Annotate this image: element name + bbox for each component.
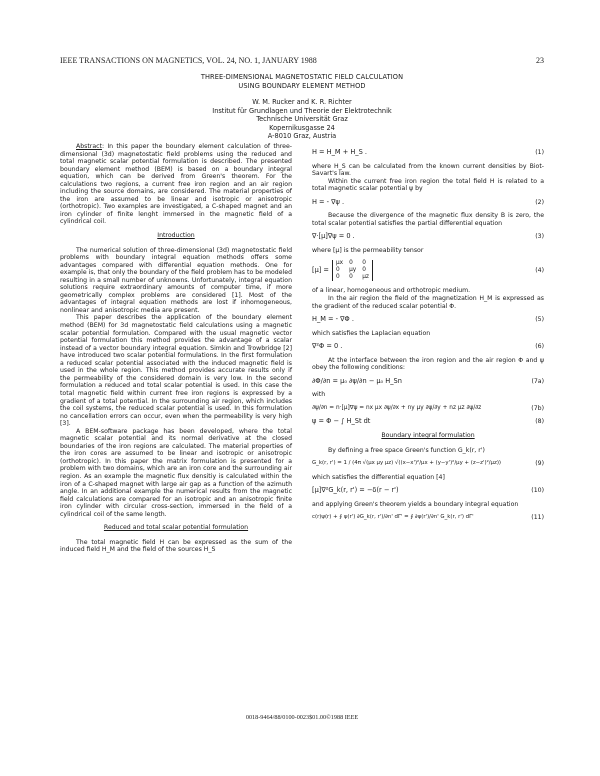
text-biot-savart: where H_S can be calculated from the known current densities by Biot-Savart's law. — [312, 162, 544, 178]
equation-4: [μ] = μx 0 0 0 μy 0 0 0 μz (4) — [312, 260, 544, 281]
intro-paragraph-2: This paper describes the application of the boundary element method (BEM) for 3d magnetostatic field calculations using a magnetic scalar potential formulation. Compared with the usual magnetic vector potential formulation this method provides the advantage of a scalar instead of a vector boundary integral equation. Simkin and Trowbridge [2] have introduced two scalar potential formulations. In the first formulation a reduced scalar potential associated with the induced magnetic field is used in the whole region. This method provides accurate results only if the permeability of the considered domain is very low. In the second formulation a reduced and total scalar potential is used. In this case the total magnetic field within current free iron regions is expressed by a gradient of a total potential. In the surrounding air region, which includes the coil systems, the reduced scalar potential is used. In this formulation no cancellation errors can occur, even when the permeability is very high [3]. — [60, 314, 292, 428]
section-heading-boundary-integral: Boundary integral formulation — [381, 432, 475, 440]
text-air-region: In the air region the field of the magnetization H_M is expressed as the gradient of the reduced scalar potential Φ. — [312, 295, 544, 310]
title-line-1: THREE-DIMENSIONAL MAGNETOSTATIC FIELD CALCULATION — [200, 73, 404, 81]
text-interface-conditions: At the interface between the iron region and the air region Φ and ψ obey the following conditions: — [312, 356, 544, 372]
matrix-table: μx 0 0 0 μy 0 0 0 μz — [332, 260, 373, 281]
paper-title — [60, 73, 544, 90]
section-heading-potential-formulation: Reduced and total scalar potential formulation — [103, 524, 249, 532]
intro-paragraph-3: A BEM-software package has been developed, where the total magnetic scalar potential and its normal derivative at the closed boundaries of the iron regions are calculated. The material properties of the iron cores are assumed to be linear and isotropic or anisotropic (orthotropic). In this paper the matrix formulation is presented for a problem with two domains, which are an iron core and the surrounding air region. As an example the magnetic flux densitiy is calculated within the iron of a C-shaped magnet with large air gap as a function of the azimuth angle. In an additional example the numerical results from the magnetic field calculations are compared for an isotropic and an anisotropic finite iron cylinder with circular cross-section, immersed in the field of a cylindrical coil of the same length. — [60, 427, 292, 518]
equation-5: H_M = - ∇Φ . (5) — [312, 315, 544, 324]
abstract-text: : In this paper the boundary element calculation of three-dimensional (3d) magnetostatic field problems using the reduced and total magnetic scalar potential formulation is described. The presented boundary element method (BEM) is based on a boundary integral equation, which can be derived from Green's theorem. For the calculations two regions, a current free iron region and an air region including the source domains, are considered. The material properties of the iron are assumed to be linear and isotropic or anisotropic (orthotropic). Two examples are investigated, a C-shaped magnet and an iron cylinder of finite lenght immersed in the magnetic field of a cylindrical coil. — [60, 143, 292, 226]
text-with: with — [312, 391, 326, 399]
author-names: W. M. Rucker and K. R. Richter — [252, 98, 352, 106]
abstract-paragraph — [60, 143, 292, 226]
equation-1: H = H_M + H_S . (1) — [312, 148, 544, 156]
journal-name: IEEE TRANSACTIONS ON MAGNETICS, VOL. 24, NO. 1, JANUARY 1988 — [60, 56, 317, 65]
right-column — [312, 143, 544, 528]
affiliation-street: Kopernikusgasse 24 — [269, 123, 335, 132]
text-divergence: Because the divergence of the magnetic flux density B is zero, the total scalar potential satisfies the partial differential equation — [312, 212, 544, 227]
text-greens-function: By defining a free space Green's function G_k(r, r') — [328, 446, 485, 454]
equation-3: ∇·[μ]∇ψ = 0 . (3) — [312, 232, 544, 241]
copyright-footer: 0018-9464/88/0100-0023$01.00©1988 IEEE — [245, 714, 359, 721]
equation-2: H = - ∇ψ . (2) — [312, 197, 544, 206]
equation-6: ∇²Φ = 0 . (6) — [312, 342, 544, 351]
left-column — [60, 143, 292, 554]
section-heading-introduction: Introduction — [157, 232, 195, 240]
equation-7b: ∂ψ/∂n = n·[μ]∇ψ = nx μx ∂ψ/∂x + ny μy ∂ψ/∂y + nz μz ∂ψ/∂z (7b) — [312, 404, 544, 412]
abstract-label: Abstract — [76, 143, 102, 150]
equation-7a: ∂Φ/∂n = μ₀ ∂ψ/∂n − μ₀ H_Sn (7a) — [312, 376, 544, 385]
affiliation-institute: Institut für Grundlagen und Theorie der Elektrotechnik — [212, 106, 392, 115]
equation-9: G_k(r, r') = 1 / (4π √(μx μy μz) √((x−x')²/μx + (y−y')²/μy + (z−z')²/μz)) (9) — [312, 460, 544, 468]
text-differential-equation: which satisfies the differential equation [4] — [312, 473, 445, 481]
text-orthotropic: of a linear, homogeneous and orthotropic medium. — [312, 287, 471, 295]
equation-8: ψ = Φ − ∫ H_St dt (8) — [312, 417, 544, 426]
page-number: 23 — [536, 56, 544, 65]
formulation-paragraph: The total magnetic field H can be expressed as the sum of the induced field H_M and the field of the sources H_S — [60, 538, 292, 554]
affiliation-university: Technische Universität Graz — [256, 115, 348, 124]
title-line-2: USING BOUNDARY ELEMENT METHOD — [238, 81, 366, 90]
text-permeability-tensor: where [μ] is the permeability tensor — [312, 246, 424, 254]
text-greens-theorem: and applying Green's theorem yields a boundary integral equation — [312, 500, 519, 508]
text-total-potential: Within the current free iron region the total field H is related to a total magnetic scalar potential ψ by — [312, 177, 544, 193]
equation-11: c(r)ψ(r) + ∮ ψ(r') ∂G_k(r, r')/∂n' dΓ' = ∮ ∂ψ(r')/∂n' G_k(r, r') dΓ' (11) — [312, 514, 544, 522]
text-laplacian: which satisfies the Laplacian equation — [312, 329, 431, 337]
affiliation-city: A-8010 Graz, Austria — [267, 132, 337, 141]
permeability-matrix: [μ] = μx 0 0 0 μy 0 0 0 μz — [312, 260, 373, 281]
equation-10: [μ]∇²G_k(r, r') = −δ(r − r') (10) — [312, 486, 544, 495]
author-block — [60, 98, 544, 141]
running-header — [60, 56, 544, 65]
intro-paragraph-1: The numerical solution of three-dimensional (3d) magnetostatic field problems with boundary integral equation methods offers some advantages compared with differential equation methods. One for example is, that only the boundary of the field problem has to be modeled resulting in a small number of unknowns. Unfortunately, integral equation solutions require extraordinary amounts of computer time, if more geometrically complex problems are considered [1]. Most of the advantages of integral equation methods are lost if inhomogeneous, nonlinear and anisotropic media are present. — [60, 246, 292, 314]
